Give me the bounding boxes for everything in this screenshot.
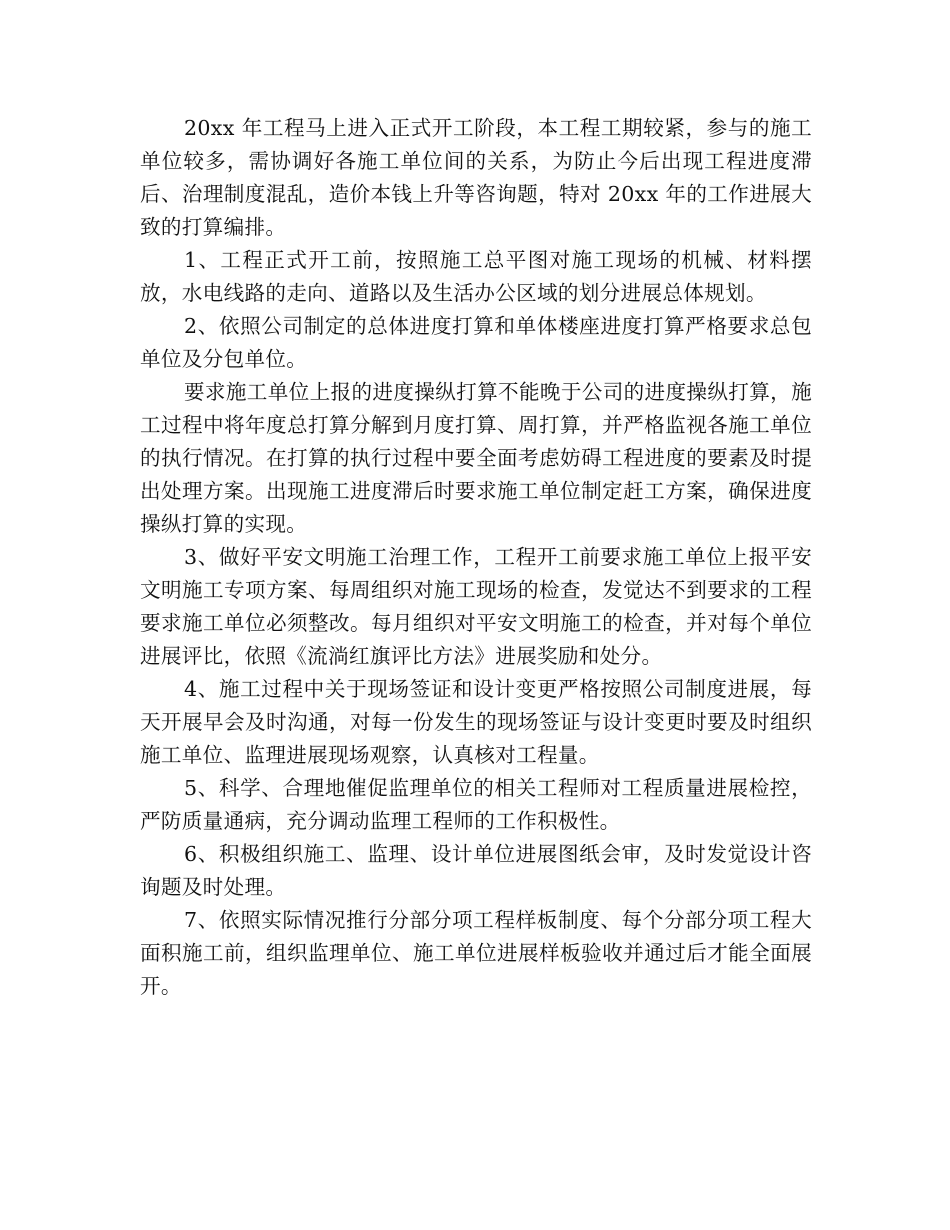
paragraph-intro: 20xx 年工程马上进入正式开工阶段，本工程工期较紧，参与的施工单位较多，需协调好各施工单位间的关系，为防止今后出现工程进度滞后、治理制度混乱，造价本钱上升等咨询题，特对 20xx 年的工作进展大致的打算编排。 bbox=[140, 116, 812, 239]
document-body bbox=[140, 112, 812, 1003]
paragraph-item-7: 7、依照实际情况推行分部分项工程样板制度、每个分部分项工程大面积施工前，组织监理单位、施工单位进展样板验收并通过后才能全面展开。 bbox=[140, 908, 812, 998]
paragraph-item-2: 2、依照公司制定的总体进度打算和单体楼座进度打算严格要求总包单位及分包单位。 bbox=[140, 314, 812, 371]
paragraph-item-6: 6、积极组织施工、监理、设计单位进展图纸会审，及时发觉设计咨询题及时处理。 bbox=[140, 842, 812, 899]
paragraph-item-5: 5、科学、合理地催促监理单位的相关工程师对工程质量进展检控，严防质量通病，充分调动监理工程师的工作积极性。 bbox=[140, 776, 812, 833]
paragraph-item-3: 3、做好平安文明施工治理工作，工程开工前要求施工单位上报平安文明施工专项方案、每周组织对施工现场的检查，发觉达不到要求的工程要求施工单位必须整改。每月组织对平安文明施工的检查，并对每个单位进展评比，依照《流淌红旗评比方法》进展奖励和处分。 bbox=[140, 545, 812, 668]
paragraph-item-2-detail: 要求施工单位上报的进度操纵打算不能晚于公司的进度操纵打算，施工过程中将年度总打算分解到月度打算、周打算，并严格监视各施工单位的执行情况。在打算的执行过程中要全面考虑妨碍工程进度的要素及时提出处理方案。出现施工进度滞后时要求施工单位制定赶工方案，确保进度操纵打算的实现。 bbox=[140, 380, 812, 536]
paragraph-item-1: 1、工程正式开工前，按照施工总平图对施工现场的机械、材料摆放，水电线路的走向、道路以及生活办公区域的划分进展总体规划。 bbox=[140, 248, 812, 305]
paragraph-item-4: 4、施工过程中关于现场签证和设计变更严格按照公司制度进展，每天开展早会及时沟通，对每一份发生的现场签证与设计变更时要及时组织施工单位、监理进展现场观察，认真核对工程量。 bbox=[140, 677, 812, 767]
